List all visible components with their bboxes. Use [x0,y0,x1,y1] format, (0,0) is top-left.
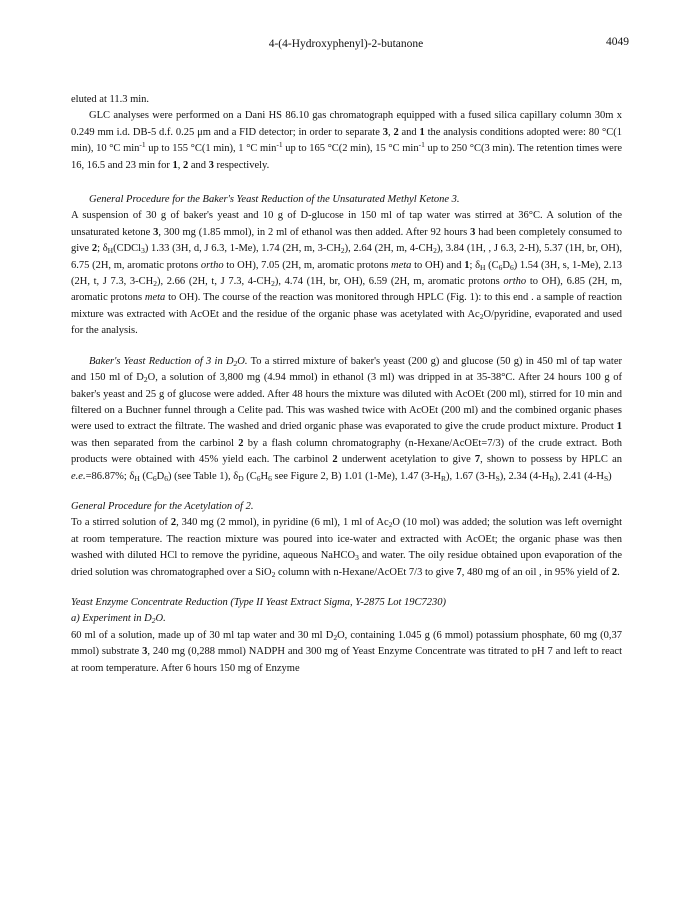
section-heading-yeast-reduction: General Procedure for the Baker's Yeast Reduction of the Unsaturated Methyl Ketone 3. [89,194,460,206]
page-number: 4049 [606,36,629,48]
article-body [71,92,622,677]
page-header [0,38,692,54]
paragraph-glc: GLC analyses were performed on a Dani HS 86.10 gas chromatograph equipped with a fused silica capillary column 30m x 0.249 mm i.d. DB-5 d.f. 0.25 μm and a FID detector; in order to separate 3, 2 and 1 the analysis conditions adopted were: 80 °C(1 min), 10 °C $\min^{-1}$ up to 155 °C(1 min), 1 °C $\min^{-1}$ up to 165 °C(2 min), 15 °C $\min^{-1}$ up to 250 °C(3 min). The retention times were 16, 16.5 and 23 min for 1, 2 and 3 respectively. [71,110,623,171]
paragraph-acetylation: To a stirred solution of 2, 340 mg (2 mmol), in pyridine (6 ml), 1 ml of $Ac_2O$ (10 mol) was added; the solution was left overnight at room temperature. The reaction mixture was poured into ice-water and extracted with AcOEt; the organic phase was then washed with diluted HCl to remove the pyridine, aqueous NaHCO$_3$ and water. The oily residue obtained upon evaporation of the dried solution was chromatographed over a SiO$_2$ column with n-Hexane/AcOEt 7/3 to give 7, 480 mg of an oil , in 95% yield of 2. [71,517,622,579]
paragraph-yeast-reduction: A suspension of 30 g of baker's yeast and 10 g of D-glucose in 150 ml of tap water was stirred at 36°C. A solution of the unsaturated ketone 3, 300 mg (1.85 mmol), in 2 ml of ethanol was then added. After 92 hours 3 had been completely consumed to give 2; $\delta_H(CDCl_3)$ 1.33 (3H, d, J 6.3, 1-Me), 1.74 (2H, m, $3-CH_2$), 2.64 (2H, m, $4-CH_2$), 3.84 (1H, , J 6.3, 2-H), 5.37 (1H, br, OH), 6.75 (2H, m, aromatic protons ortho to OH), 7.05 (2H, m, aromatic protons meta to OH) and 1; $\delta_H$ $(C_6D_6)$ 1.54 (3H, s, 1-Me), 2.13 (2H, t, J 7.3, $3-CH_2$), 2.66 (2H, t, J 7.3, $4-CH_2$), 4.74 (1H, br, OH), 6.59 (2H, m, aromatic protons ortho to OH), 6.85 (2H, m, aromatic protons meta to OH). The course of the reaction was monitored through HPLC (Fig. 1): to this end . a sample of reaction mixture was extracted with AcOEt and the residue of the organic phase was acetylated with $Ac_2O$/pyridine, evaporated and used for the analysis. [71,210,623,337]
paragraph-d2o-reduction: Baker's Yeast Reduction of 3 in $D_2O$. To a stirred mixture of baker's yeast (200 g) and glucose (50 g) in 450 ml of tap water and 150 ml of $D_2O$, a solution of 3,800 mg (4.94 mmol) in ethanol (3 ml) was dripped in at 35-38°C. After 24 hours 100 g of baker's yeast and 25 g of glucose were added. After 48 hours the mixture was diluted with AcOEt (200 ml), stirred for 10 min and filtered on a Buchner funnel through a Celite pad. This was washed twice with AcOEt (200 ml) and the combined organic phases were used to extract the filtrate. The washed and dried organic phase was evaporated to give the crude product mixture. Product 1 was then separated from the carbinol 2 by a flash column chromatography (n-Hexane/AcOEt=7/3) of the crude extract. Both products were obtained with 45% yield each. The carbinol 2 underwent acetylation to give 7, shown to possess by HPLC an e.e.=86.87%; $\delta_H$ $(C_6D_6)$ (see Table 1), $\delta_D$ ($C_6H_6$ see Figure 2, B) 1.01 (1-Me), 1.47 $(3-H_R)$, 1.67 $(3-H_S)$, 2.34 $(4-H_R)$, 2.41 $(4-H_S)$ [71,355,622,483]
paragraph-enzyme-experiment: 60 ml of a solution, made up of 30 ml tap water and 30 ml $D_2O$, containing 1.045 g (6 mmol) potassium phosphate, 60 mg (0,37 mmol) substrate 3, 240 mg (0,288 mmol) NADPH and 300 mg of Yeast Enzyme Concentrate was titrated to pH 7 and left to react at room temperature. After 6 hours 150 mg of Enzyme [71,629,623,674]
section-heading-enzyme-concentrate: Yeast Enzyme Concentrate Reduction (Type II Yeast Extract Sigma, Y-2875 Lot 19C7230) [71,596,447,608]
section-heading-acetylation: General Procedure for the Acetylation of 2. [71,500,254,512]
subsection-heading-d2o: a) Experiment in $D_2O$. [71,613,166,626]
inline-heading-d2o: Baker's Yeast Reduction of 3 in $D_2O$. [89,355,248,368]
running-title: 4-(4-Hydroxyphenyl)-2-butanone [268,38,424,50]
paragraph-eluted: eluted at 11.3 min. [71,94,150,105]
